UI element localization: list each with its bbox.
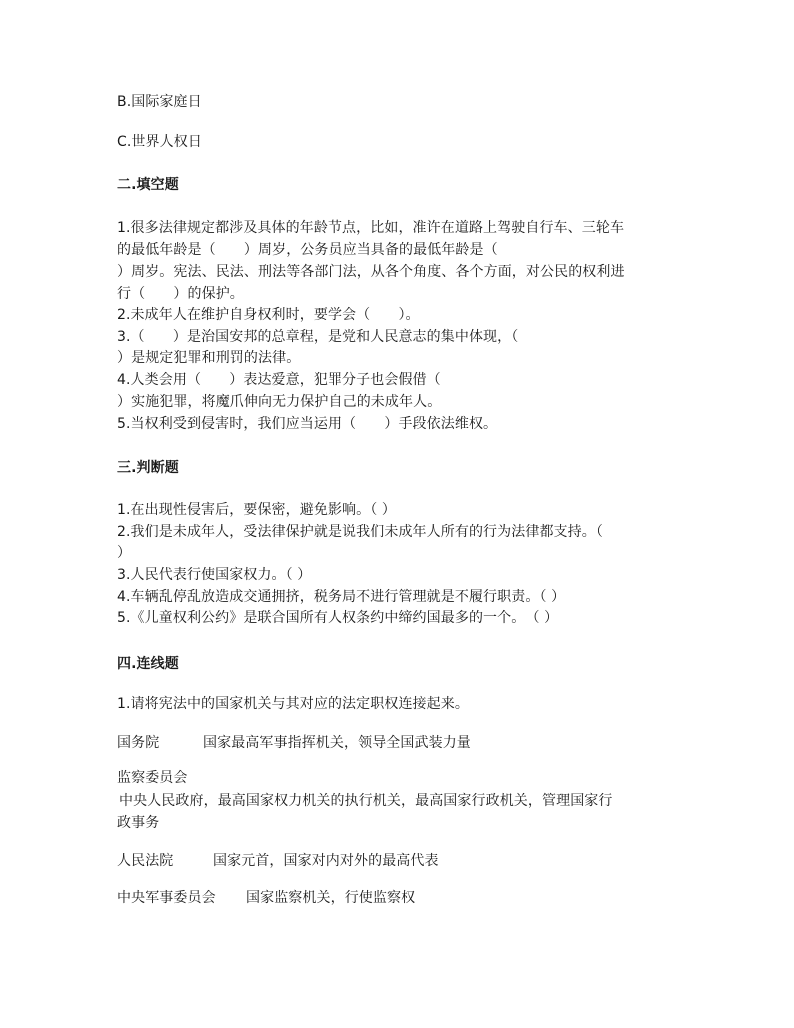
question-line: 的最低年龄是（ ）周岁，公务员应当具备的最低年龄是（ xyxy=(117,242,498,258)
section-heading-fill-blank: 二.填空题 xyxy=(117,177,179,193)
section-heading-true-false: 三.判断题 xyxy=(117,460,179,476)
section-heading-matching: 四.连线题 xyxy=(117,656,179,672)
matching-left-item: 人民法院 xyxy=(117,853,174,869)
question-line: 3.人民代表行使国家权力。（ ） xyxy=(117,567,312,583)
matching-right-item: 国家监察机关，行使监察权 xyxy=(246,890,416,906)
question-line: 行（ ）的保护。 xyxy=(117,286,244,302)
option-c: C.世界人权日 xyxy=(117,134,202,150)
matching-instruction: 1.请将宪法中的国家机关与其对应的法定职权连接起来。 xyxy=(117,696,469,712)
question-line: 1.很多法律规定都涉及具体的年龄节点，比如，准许在道路上驾驶自行车、三轮车 xyxy=(117,220,625,236)
matching-row xyxy=(117,888,415,908)
question-line: ）实施犯罪，将魔爪伸向无力保护自己的未成年人。 xyxy=(117,394,442,410)
matching-row xyxy=(117,733,471,753)
question-line: 1.在出现性侵害后，要保密，避免影响。（ ） xyxy=(117,502,397,518)
question-line: 4.人类会用（ ）表达爱意，犯罪分子也会假借（ xyxy=(117,372,441,388)
question-line: 2.未成年人在维护自身权利时，要学会（ ）。 xyxy=(117,307,420,323)
matching-right-item: 国家元首，国家对内对外的最高代表 xyxy=(213,853,439,869)
question-line: ）周岁。宪法、民法、刑法等各部门法，从各个角度、各个方面，对公民的权利进 xyxy=(117,264,625,280)
question-line: 3.（ ）是治国安邦的总章程，是党和人民意志的集中体现，（ xyxy=(117,329,519,345)
matching-right-item: 政事务 xyxy=(117,815,160,831)
question-line: 4.车辆乱停乱放造成交通拥挤，税务局不进行管理就是不履行职责。（ ） xyxy=(117,589,566,605)
question-line: 5.《儿童权利公约》是联合国所有人权条约中缔约国最多的一个。 （ ） xyxy=(117,610,559,626)
matching-row xyxy=(117,851,439,871)
question-line: 5.当权利受到侵害时，我们应当运用（ ）手段依法维权。 xyxy=(117,416,498,432)
matching-left-item: 国务院 xyxy=(117,735,160,751)
question-line: ） xyxy=(117,545,132,561)
matching-left-item: 监察委员会 xyxy=(117,770,188,786)
matching-left-item: 中央军事委员会 xyxy=(117,890,216,906)
matching-right-item: 国家最高军事指挥机关，领导全国武装力量 xyxy=(203,735,471,751)
question-line: ）是规定犯罪和刑罚的法律。 xyxy=(117,350,301,366)
question-line: 2.我们是未成年人，受法律保护就是说我们未成年人所有的行为法律都支持。（ xyxy=(117,524,603,540)
matching-right-item: 中央人民政府，最高国家权力机关的执行机关，最高国家行政机关，管理国家行 xyxy=(119,793,613,809)
option-b: B.国际家庭日 xyxy=(117,94,202,110)
